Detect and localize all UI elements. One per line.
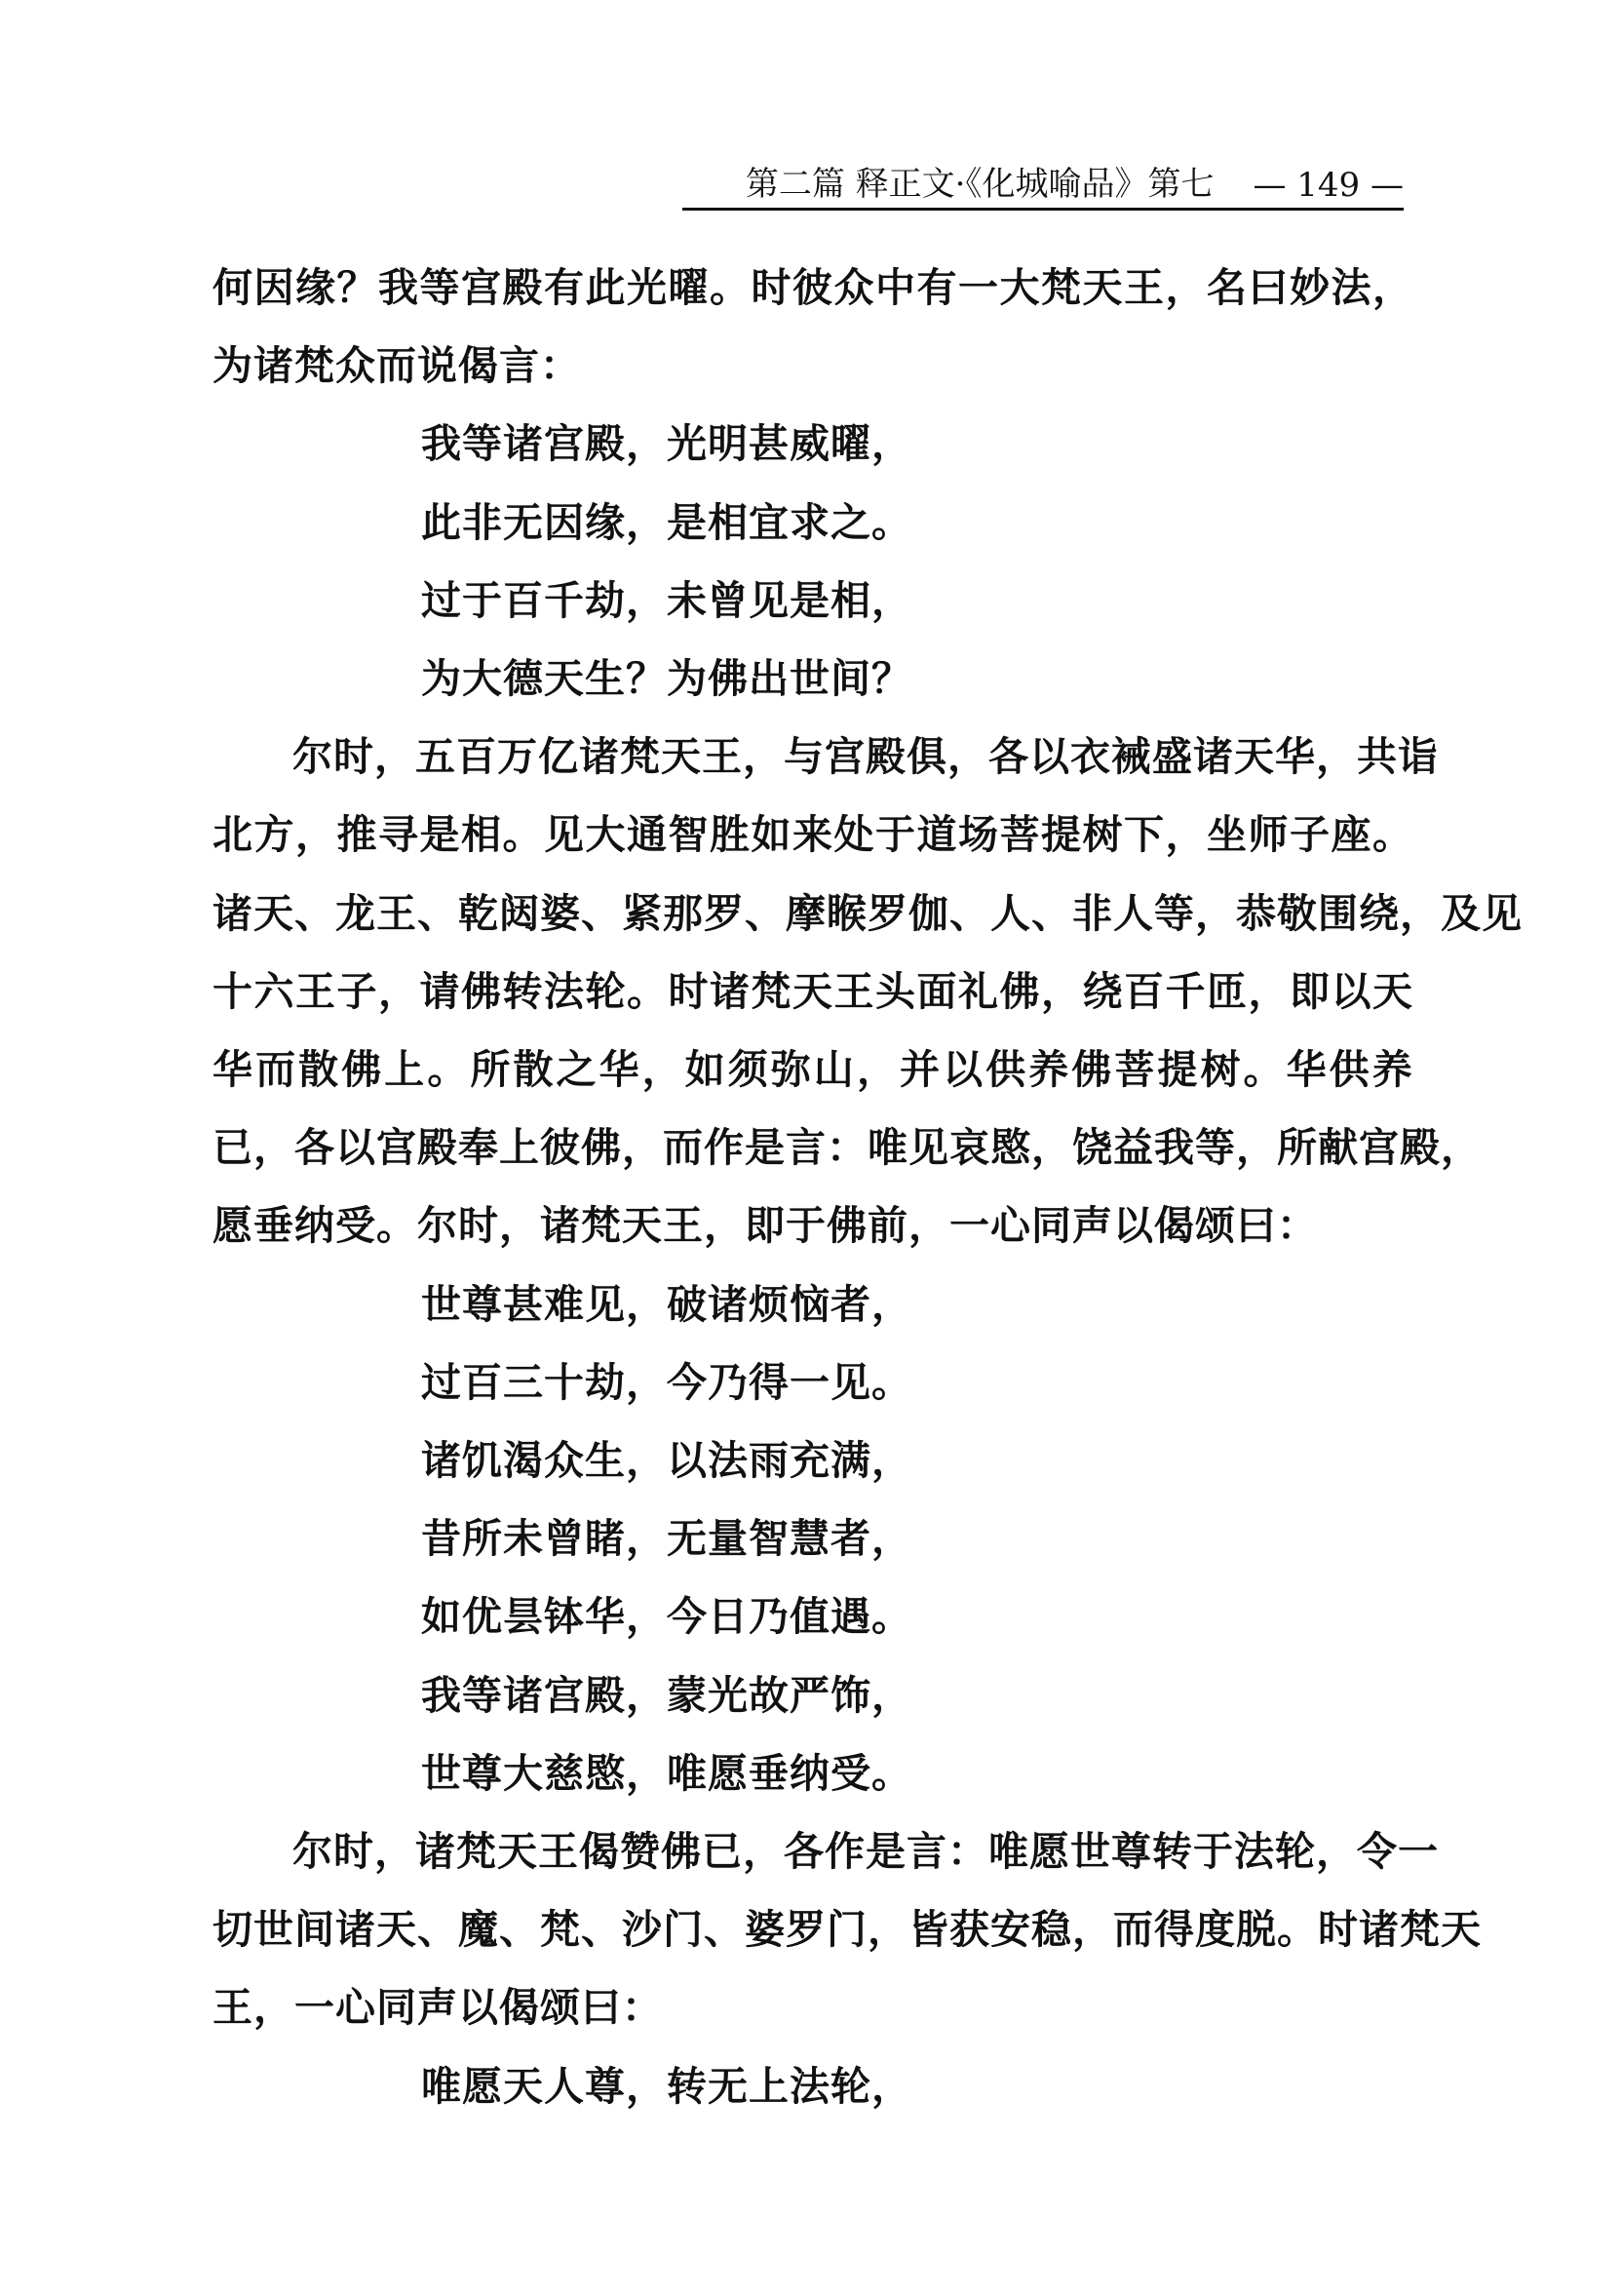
page-header — [682, 156, 1404, 205]
paragraph-line: 切 世 间 诸 天 、 魔 、 梵 、 沙 门 、 婆 罗 门 ， 皆 获 安 稳 ， 而 得 度 脱 。 时 诸 梵 天 — [212, 1906, 1482, 1953]
paragraph-line: 愿垂纳受。尔时，诸梵天王，即于佛前，一心同声以偈颂曰： — [212, 1202, 1318, 1249]
paragraph-line: 王，一心同声以偈颂曰： — [212, 1984, 663, 2031]
verse-line: 我等诸宫殿，光明甚威曜， — [421, 420, 912, 467]
verse-line: 诸饥渴众生，以法雨充满， — [421, 1437, 912, 1484]
verse-line: 世尊大慈愍，唯愿垂纳受。 — [421, 1750, 912, 1797]
paragraph-line: 十 六 王 子 ， 请 佛 转 法 轮 。 时 诸 梵 天 王 头 面 礼 佛 ， 绕 百 千 匝 ， 即 以 天 — [212, 968, 1413, 1015]
verse-line: 如优昙钵华，今日乃值遇。 — [421, 1593, 912, 1640]
paragraph-line: 尔时，五百万亿诸梵天王，与宫殿俱，各以衣裓盛诸天华，共诣 — [292, 733, 1439, 780]
verse-line: 过于百千劫，未曾见是相， — [421, 577, 912, 624]
verse-line: 为大德天生？为佛出世间？ — [421, 655, 912, 702]
running-title: 第二篇 释正文·《化城喻品》第七 — [745, 165, 1215, 204]
header-rule — [682, 208, 1404, 211]
paragraph-line: 尔时，诸梵天王偈赞佛已，各作是言：唯愿世尊转于法轮，令一 — [292, 1828, 1439, 1875]
verse-line: 世尊甚难见，破诸烦恼者， — [421, 1281, 912, 1328]
paragraph-line: 华 而 散 佛 上 。 所 散 之 华 ， 如 须 弥 山 ， 并 以 供 养 佛 菩 提 树 。 华 供 养 — [212, 1046, 1413, 1093]
verse-line: 昔所未曾睹，无量智慧者， — [421, 1515, 912, 1562]
paragraph-line: 北 方 ， 推 寻 是 相 。 见 大 通 智 胜 如 来 处 于 道 场 菩 提 树 下 ， 坐 师 子 座 。 — [212, 811, 1413, 858]
paragraph-line: 何 因 缘 ？ 我 等 宫 殿 有 此 光 曜 。 时 彼 众 中 有 一 大 梵 天 王 ， 名 曰 妙 法 ， — [212, 264, 1413, 311]
verse-line: 此非无因缘，是相宜求之。 — [421, 499, 912, 546]
verse-line: 过百三十劫，今乃得一见。 — [421, 1359, 912, 1406]
verse-line: 唯愿天人尊，转无上法轮， — [421, 2063, 912, 2110]
paragraph-line: 为诸梵众而说偈言： — [212, 342, 581, 389]
paragraph-line: 诸 天 、 龙 王 、 乾 闼 婆 、 紧 那 罗 、 摩 睺 罗 伽 、 人 、 非 人 等 ， 恭 敬 围 绕 ， 及 见 — [212, 890, 1523, 937]
paragraph-line: 已 ， 各 以 宫 殿 奉 上 彼 佛 ， 而 作 是 言 ： 唯 见 哀 愍 ， 饶 益 我 等 ， 所 献 宫 殿 ， — [212, 1124, 1482, 1171]
verse-line: 我等诸宫殿，蒙光故严饰， — [421, 1672, 912, 1719]
page-number: — 149 — — [1253, 166, 1404, 205]
